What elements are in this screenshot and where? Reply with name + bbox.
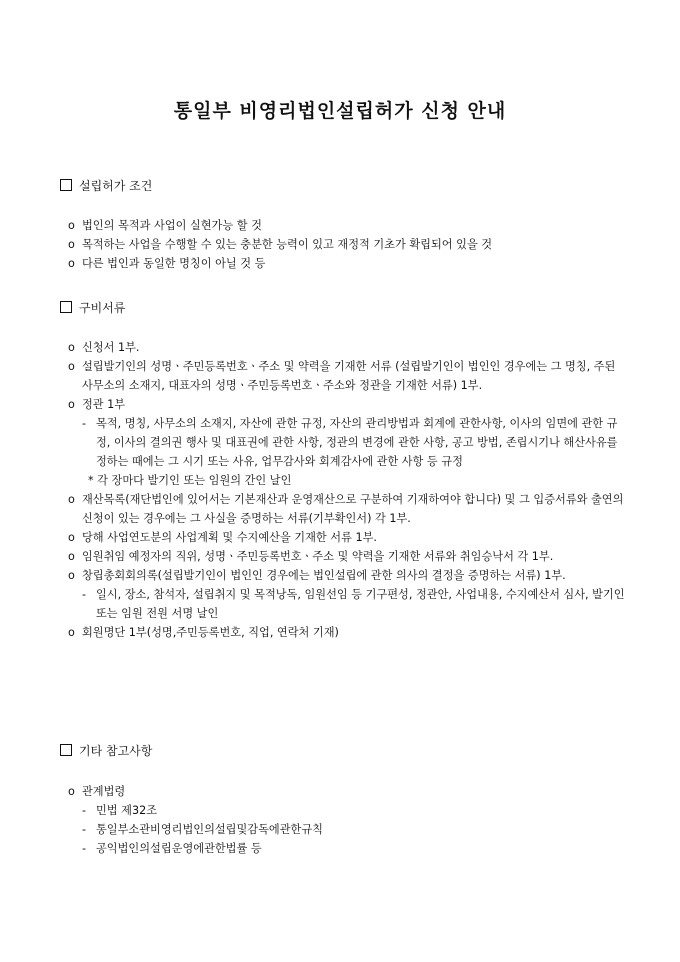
list-item: ο 정관 1부 <box>68 395 628 414</box>
list-item: ο 창립총회회의록(설립발기인이 법인인 경우에는 법인설립에 관한 의사의 결정을 증명하는 서류) 1부. <box>68 566 628 585</box>
circle-bullet-icon: ο <box>68 360 75 373</box>
list-item: ο 설립발기인의 성명ㆍ주민등록번호ㆍ주소 및 약력을 기재한 서류 (설립발기인이 법인인 경우에는 그 명칭, 주된 사무소의 소재지, 대표자의 성명ㆍ주민등록번호ㆍ주소와 정관을 기재한 서류) 1부. <box>68 357 628 395</box>
list-item: ο 관계법령 <box>68 782 628 801</box>
dash-bullet-icon: - <box>82 417 87 430</box>
sub-item: - 일시, 장소, 참석자, 설립취지 및 목적낭독, 임원선임 등 기구편성, 정관안, 사업내용, 수지예산서 심사, 발기인 또는 임원 전원 서명 날인 <box>68 585 628 623</box>
references-list <box>68 782 628 858</box>
circle-bullet-icon: ο <box>68 493 75 506</box>
list-item: ο 신청서 1부. <box>68 338 628 357</box>
list-item: ο 임원취임 예정자의 직위, 성명ㆍ주민등록번호ㆍ주소 및 약력을 기재한 서류와 취임승낙서 각 1부. <box>68 547 628 566</box>
list-item: ο 목적하는 사업을 수행할 수 있는 충분한 능력이 있고 재정적 기초가 확립되어 있을 것 <box>68 235 628 254</box>
list-item: ο 당해 사업연도분의 사업계획 및 수지예산을 기재한 서류 1부. <box>68 528 628 547</box>
law-item: - 민법 제32조 <box>68 801 628 820</box>
list-item: ο 다른 법인과 동일한 명칭이 아닐 것 등 <box>68 254 628 273</box>
note: * 각 장마다 발기인 또는 임원의 간인 날인 <box>88 474 292 487</box>
circle-bullet-icon: ο <box>68 531 75 544</box>
dash-bullet-icon: - <box>82 842 87 855</box>
circle-bullet-icon: ο <box>68 550 75 563</box>
circle-bullet-icon: ο <box>68 785 75 798</box>
square-bullet-icon <box>60 179 72 191</box>
page-title: 통일부 비영리법인설립허가 신청 안내 <box>173 100 507 122</box>
sub-item: - 목적, 명칭, 사무소의 소재지, 자산에 관한 규정, 자산의 관리방법과 회계에 관한사항, 이사의 임면에 관한 규정, 이사의 결의권 행사 및 대표권에 관한 사항, 정관의 변경에 관한 사항, 공고 방법, 존립시기나 해산사유를 정하는 때에는 그 시기 또는 사유, 업무감사와 회계감사에 관한 사항 등 규정 <box>68 414 628 471</box>
circle-bullet-icon: ο <box>68 398 75 411</box>
documents-list <box>68 338 628 642</box>
square-bullet-icon <box>60 301 72 313</box>
dash-bullet-icon: - <box>82 588 87 601</box>
dash-bullet-icon: - <box>82 804 87 817</box>
list-item: ο 재산목록(재단법인에 있어서는 기본재산과 운영재산으로 구분하여 기재하여야 합니다) 및 그 입증서류와 출연의 신청이 있는 경우에는 그 사실을 증명하는 서류(기부확인서) 각 1부. <box>68 490 628 528</box>
section-heading-conditions: 설립허가 조건 <box>60 178 152 194</box>
circle-bullet-icon: ο <box>68 626 75 639</box>
circle-bullet-icon: ο <box>68 219 75 232</box>
law-item: - 공익법인의설립운영에관한법률 등 <box>68 839 628 858</box>
circle-bullet-icon: ο <box>68 257 75 270</box>
section-heading-references: 기타 참고사항 <box>60 743 152 759</box>
circle-bullet-icon: ο <box>68 238 75 251</box>
law-item: - 통일부소관비영리법인의설립및감독에관한규칙 <box>68 820 628 839</box>
section-heading-documents: 구비서류 <box>60 300 125 316</box>
circle-bullet-icon: ο <box>68 569 75 582</box>
list-item: ο 법인의 목적과 사업이 실현가능 할 것 <box>68 216 628 235</box>
list-item: ο 회원명단 1부(성명,주민등록번호, 직업, 연락처 기재) <box>68 623 628 642</box>
conditions-list <box>68 216 628 273</box>
square-bullet-icon <box>60 744 72 756</box>
circle-bullet-icon: ο <box>68 341 75 354</box>
dash-bullet-icon: - <box>82 823 87 836</box>
